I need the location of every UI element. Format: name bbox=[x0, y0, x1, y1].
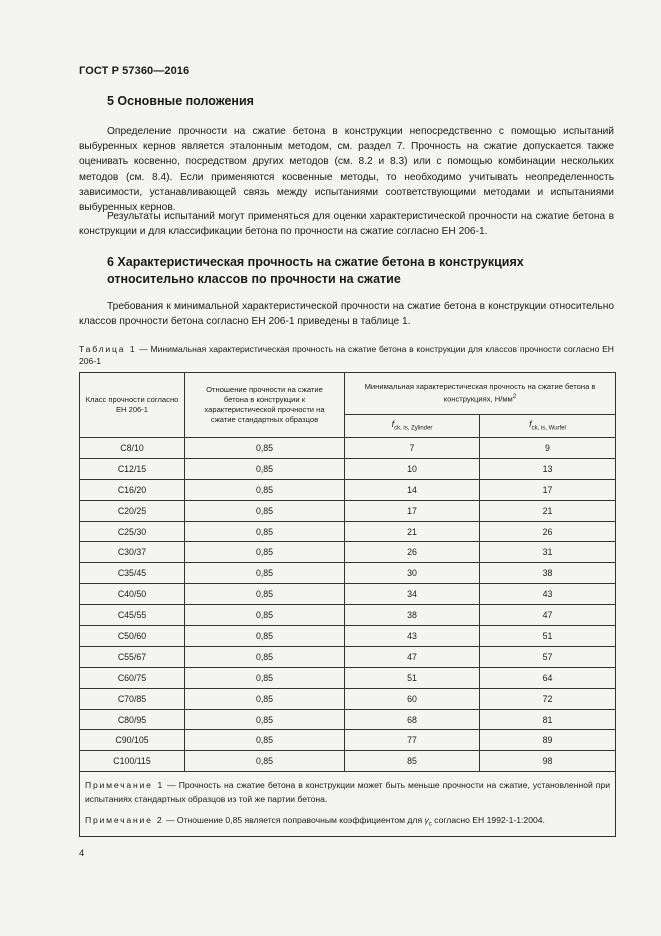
cell-ratio: 0,85 bbox=[185, 584, 345, 605]
cell-fck-cylinder: 10 bbox=[345, 458, 480, 479]
cell-class: C50/60 bbox=[80, 626, 185, 647]
cell-ratio: 0,85 bbox=[185, 751, 345, 772]
table-row bbox=[80, 646, 616, 667]
table-row bbox=[80, 479, 616, 500]
cell-fck-cylinder: 47 bbox=[345, 646, 480, 667]
table-notes bbox=[80, 772, 616, 837]
cell-ratio: 0,85 bbox=[185, 479, 345, 500]
table-row bbox=[80, 521, 616, 542]
cell-ratio: 0,85 bbox=[185, 605, 345, 626]
cell-fck-cylinder: 43 bbox=[345, 626, 480, 647]
cell-ratio: 0,85 bbox=[185, 563, 345, 584]
section-6-heading: 6 Характеристическая прочность на сжатие бетона в конструкциях относительно классов по прочности на сжатие bbox=[107, 255, 524, 286]
cell-fck-cube: 51 bbox=[480, 626, 616, 647]
cell-class: C8/10 bbox=[80, 438, 185, 459]
cell-ratio: 0,85 bbox=[185, 500, 345, 521]
cell-class: C90/105 bbox=[80, 730, 185, 751]
table-row bbox=[80, 730, 616, 751]
cell-class: C100/115 bbox=[80, 751, 185, 772]
cell-fck-cylinder: 17 bbox=[345, 500, 480, 521]
strength-table bbox=[79, 372, 616, 837]
cell-fck-cube: 43 bbox=[480, 584, 616, 605]
table-row bbox=[80, 500, 616, 521]
table-row bbox=[80, 563, 616, 584]
section-5-paragraph-2: Результаты испытаний могут применяться для оценки характеристической прочности на сжатие бетона в конструкции и для классификации бетона по прочности на сжатие согласно ЕН 206-1. bbox=[79, 211, 614, 238]
section-5-heading: 5 Основные положения bbox=[107, 94, 254, 108]
cell-class: C20/25 bbox=[80, 500, 185, 521]
cell-class: C40/50 bbox=[80, 584, 185, 605]
table-caption bbox=[79, 344, 614, 367]
cell-fck-cylinder: 77 bbox=[345, 730, 480, 751]
cell-ratio: 0,85 bbox=[185, 521, 345, 542]
cell-class: C25/30 bbox=[80, 521, 185, 542]
cell-fck-cube: 57 bbox=[480, 646, 616, 667]
cell-fck-cube: 31 bbox=[480, 542, 616, 563]
table-row bbox=[80, 438, 616, 459]
table-row bbox=[80, 667, 616, 688]
cell-ratio: 0,85 bbox=[185, 667, 345, 688]
cell-fck-cylinder: 38 bbox=[345, 605, 480, 626]
header-min-strength: Минимальная характеристическая прочность на сжатие бетона в конструкциях, $Н/мм^2$ bbox=[345, 373, 616, 415]
table-row bbox=[80, 751, 616, 772]
cell-class: C35/45 bbox=[80, 563, 185, 584]
cell-ratio: 0,85 bbox=[185, 730, 345, 751]
cell-class: C45/55 bbox=[80, 605, 185, 626]
table-row bbox=[80, 458, 616, 479]
cell-ratio: 0,85 bbox=[185, 688, 345, 709]
cell-class: C16/20 bbox=[80, 479, 185, 500]
table-notes-row bbox=[80, 772, 616, 837]
table-row bbox=[80, 626, 616, 647]
table-row bbox=[80, 542, 616, 563]
cell-class: C80/95 bbox=[80, 709, 185, 730]
cell-fck-cube: 9 bbox=[480, 438, 616, 459]
cell-ratio: 0,85 bbox=[185, 542, 345, 563]
cell-class: C55/67 bbox=[80, 646, 185, 667]
cell-fck-cube: 38 bbox=[480, 563, 616, 584]
table-row bbox=[80, 709, 616, 730]
cell-fck-cylinder: 30 bbox=[345, 563, 480, 584]
cell-fck-cylinder: 14 bbox=[345, 479, 480, 500]
cell-ratio: 0,85 bbox=[185, 458, 345, 479]
cell-fck-cube: 64 bbox=[480, 667, 616, 688]
cell-fck-cylinder: 26 bbox=[345, 542, 480, 563]
header-ratio: Отношение прочности на сжатие бетона в конструкции к характеристической прочности на сжатие стандартных образцов bbox=[185, 373, 345, 438]
cell-ratio: 0,85 bbox=[185, 438, 345, 459]
header-fck-cube: $f_{ck, is, Wurfel}$ bbox=[480, 415, 616, 438]
cell-fck-cube: 26 bbox=[480, 521, 616, 542]
cell-fck-cube: 98 bbox=[480, 751, 616, 772]
cell-class: C70/85 bbox=[80, 688, 185, 709]
cell-fck-cylinder: 85 bbox=[345, 751, 480, 772]
table-note-1: Примечание 1 — Прочность на сжатие бетона в конструкции может быть меньше прочности на сжатие, установленной при испытаниях стандартных образцов из той же партии бетона. bbox=[85, 780, 611, 805]
table-row bbox=[80, 688, 616, 709]
cell-fck-cylinder: 60 bbox=[345, 688, 480, 709]
cell-fck-cylinder: 68 bbox=[345, 709, 480, 730]
cell-ratio: 0,85 bbox=[185, 646, 345, 667]
cell-fck-cube: 72 bbox=[480, 688, 616, 709]
cell-class: C12/15 bbox=[80, 458, 185, 479]
cell-fck-cube: 21 bbox=[480, 500, 616, 521]
cell-fck-cube: 13 bbox=[480, 458, 616, 479]
table-row bbox=[80, 605, 616, 626]
cell-fck-cylinder: 51 bbox=[345, 667, 480, 688]
cell-class: C30/37 bbox=[80, 542, 185, 563]
table-note-2: Примечание 2 — Отношение 0,85 является поправочным коэффициентом для $\gamma_c$ согласно ЕН 1992-1-1:2004. bbox=[85, 815, 545, 828]
section-6-paragraph-1: Требования к минимальной характеристической прочности на сжатие бетона в конструкции относительно классов прочности бетона согласно ЕН 206-1 приведены в таблице 1. bbox=[79, 301, 614, 328]
cell-class: C60/75 bbox=[80, 667, 185, 688]
cell-fck-cube: 89 bbox=[480, 730, 616, 751]
section-5-paragraph-1: Определение прочности на сжатие бетона в конструкции непосредственно с помощью испытаний выбуренных кернов является эталонным методом, см. раздел 7. Прочность на сжатие допускается также оценивать косвенно, посредством других методов (см. 8.2 и 8.3) или с помощью комбинации нескольких методов (см. 8.4). Если применяются косвенные методы, то необходимо учитывать неопределенность зависимости, устанавливающей связь между испытаниями соответствующими методами и испытаниями выбуренных кернов. bbox=[79, 126, 614, 214]
page-number: 4 bbox=[79, 848, 85, 859]
cell-fck-cube: 81 bbox=[480, 709, 616, 730]
cell-fck-cube: 17 bbox=[480, 479, 616, 500]
table-caption-label: Таблица 1 bbox=[79, 344, 137, 354]
document-header: ГОСТ Р 57360—2016 bbox=[79, 65, 190, 77]
cell-fck-cylinder: 34 bbox=[345, 584, 480, 605]
table-row bbox=[80, 584, 616, 605]
header-strength-class: Класс прочности согласно ЕН 206-1 bbox=[80, 373, 185, 438]
table-caption-text: — Минимальная характеристическая прочность на сжатие бетона в конструкции для классов прочности согласно ЕН 206-1 bbox=[79, 344, 615, 366]
header-fck-cylinder: $f_{ck, is, Zylinder}$ bbox=[345, 415, 480, 438]
cell-ratio: 0,85 bbox=[185, 626, 345, 647]
cell-fck-cylinder: 7 bbox=[345, 438, 480, 459]
cell-fck-cube: 47 bbox=[480, 605, 616, 626]
cell-fck-cylinder: 21 bbox=[345, 521, 480, 542]
cell-ratio: 0,85 bbox=[185, 709, 345, 730]
